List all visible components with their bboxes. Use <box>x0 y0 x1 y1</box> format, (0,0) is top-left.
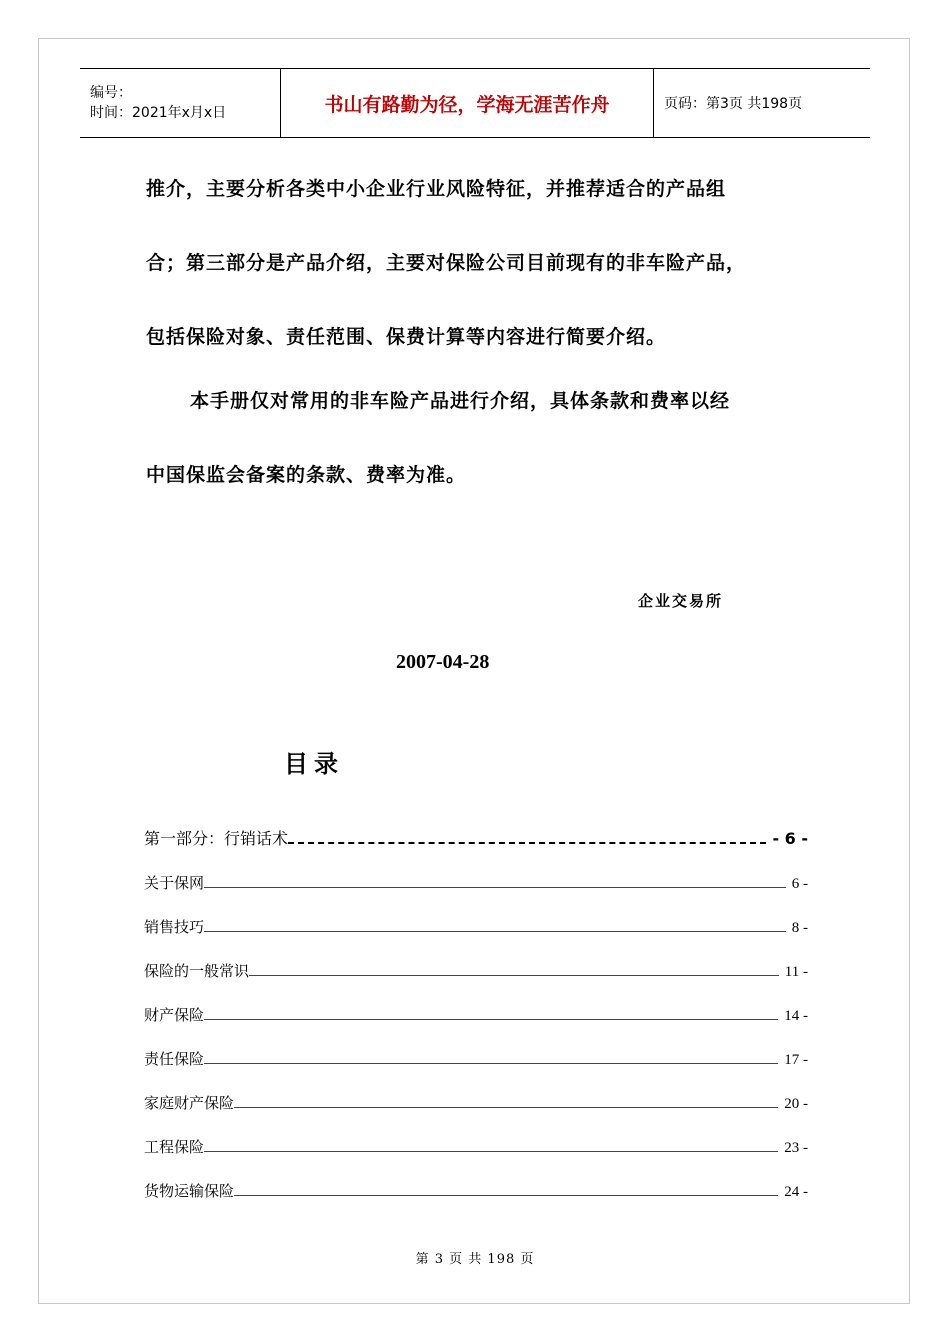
toc-entry-page: 8 - <box>791 920 808 936</box>
toc-leader <box>204 886 786 888</box>
toc-entry-page: - 6 - <box>772 829 808 848</box>
toc-title: 目录 <box>284 749 344 778</box>
toc-entry[interactable] <box>144 872 808 916</box>
toc-leader <box>288 841 766 844</box>
toc-entry-page: 6 - <box>791 876 808 892</box>
toc-entry-label: 家庭财产保险 <box>144 1094 235 1112</box>
page-footer: 第 3 页 共 198 页 <box>415 1252 535 1267</box>
body-line-4: 本手册仅对常用的非车险产品进行介绍，具体条款和费率以经 <box>190 390 731 412</box>
toc-entry-page: 23 - <box>784 1140 808 1156</box>
toc-entry[interactable] <box>144 1048 808 1092</box>
toc-entry-page: 17 - <box>784 1052 808 1068</box>
toc-entry-label: 工程保险 <box>144 1138 205 1156</box>
motto-text: 书山有路勤为径，学海无涯苦作舟 <box>324 93 610 116</box>
body-line-2: 合；第三部分是产品介绍，主要对保险公司目前现有的非车险产品， <box>146 252 747 274</box>
body-line-1: 推介，主要分析各类中小企业行业风险特征，并推荐适合的产品组 <box>146 178 727 200</box>
table-of-contents <box>144 826 808 1224</box>
toc-entry[interactable] <box>144 1180 808 1224</box>
toc-entry[interactable] <box>144 916 808 960</box>
toc-entry-label: 责任保险 <box>144 1050 205 1068</box>
toc-entry-label: 财产保险 <box>144 1006 205 1024</box>
body-line-3: 包括保险对象、责任范围、保费计算等内容进行简要介绍。 <box>146 326 667 348</box>
toc-entry[interactable] <box>144 1136 808 1180</box>
header-meta <box>80 69 281 137</box>
page-info-text: 页码：第3页 共198页 <box>664 96 803 112</box>
toc-leader <box>234 1194 778 1196</box>
document-time: 时间：2021年x月x日 <box>90 105 227 121</box>
toc-entry-page: 14 - <box>784 1008 808 1024</box>
page-header <box>80 68 870 138</box>
document-number: 编号： <box>90 85 132 101</box>
signer: 企业交易所 <box>638 592 724 610</box>
toc-leader <box>204 930 786 932</box>
toc-entry[interactable] <box>144 1004 808 1048</box>
toc-entry-label: 货物运输保险 <box>144 1182 235 1200</box>
document-date: 2007-04-28 <box>396 651 490 673</box>
toc-leader <box>204 1150 778 1152</box>
toc-entry-page: 24 - <box>784 1184 808 1200</box>
header-motto <box>281 69 654 137</box>
toc-entry[interactable] <box>144 960 808 1004</box>
body-line-5: 中国保监会备案的条款、费率为准。 <box>146 464 467 486</box>
toc-entry[interactable] <box>144 826 808 872</box>
toc-leader <box>234 1106 778 1108</box>
toc-leader <box>204 1062 778 1064</box>
header-page-info <box>654 69 870 137</box>
toc-entry-label: 关于保网 <box>144 874 205 892</box>
toc-entry-page: 11 - <box>784 964 808 980</box>
toc-entry[interactable] <box>144 1092 808 1136</box>
toc-entry-page: 20 - <box>784 1096 808 1112</box>
toc-entry-label: 保险的一般常识 <box>144 962 250 980</box>
toc-entry-label: 第一部分：行销话术 <box>144 829 289 848</box>
toc-leader <box>204 1018 778 1020</box>
toc-entry-label: 销售技巧 <box>144 918 205 936</box>
toc-leader <box>249 974 779 976</box>
